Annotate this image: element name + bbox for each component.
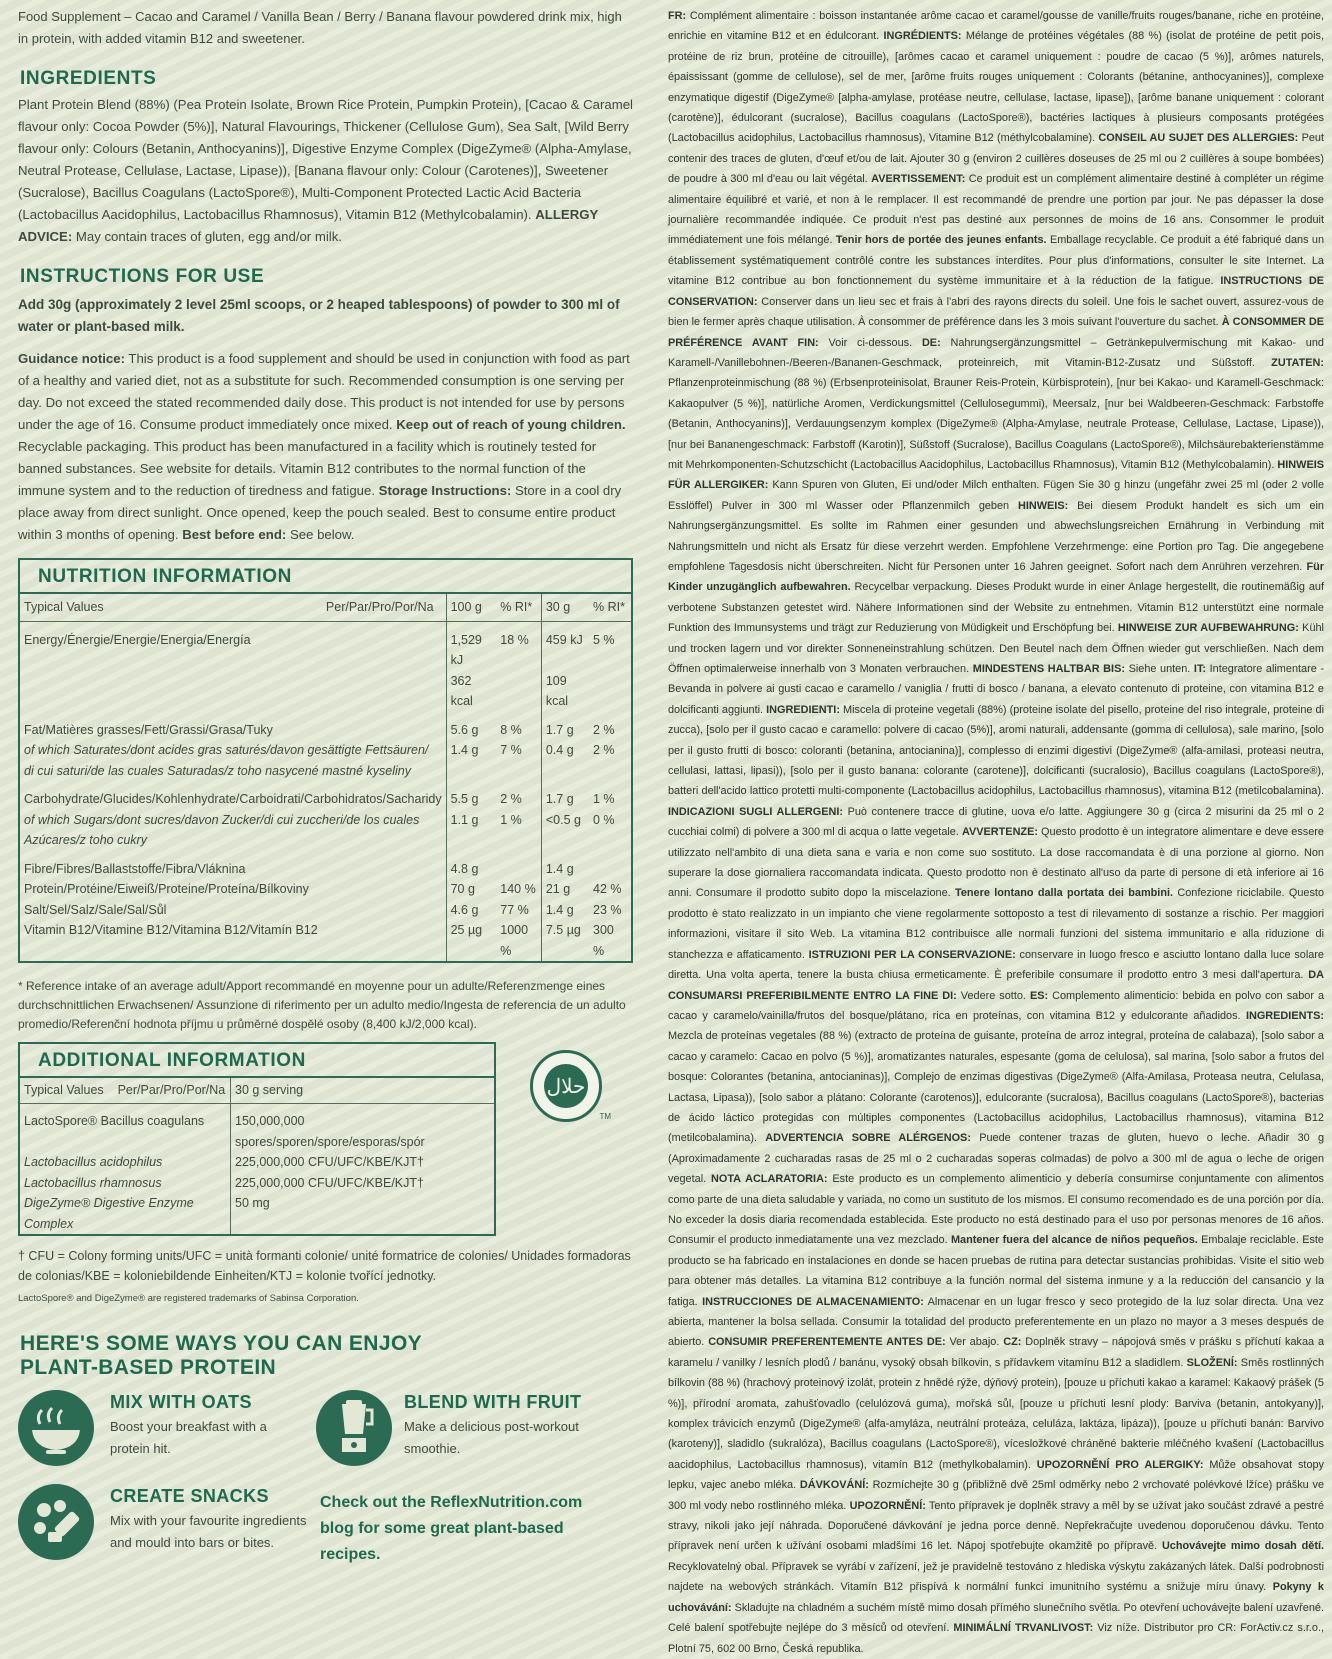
header-typical-values: Typical Values (24, 600, 104, 614)
nutrition-cell-v30: 1.7 g (541, 720, 589, 741)
translation-label: ISTRUZIONI PER LA CONSERVAZIONE: (808, 948, 1016, 961)
nutrition-cell-v30: 1.4 g (541, 900, 589, 921)
translation-text: Bei diesem Produkt handelt es sich um ein Nahrungsergänzungsmittel. Es sollte im Rahmen einer gesunden und abwechslungsreichen Ernährung in Verbindung mit Nahrungsmitteln und nicht als Ersatz für diese verzehrt werden. Empfohlene Verzehrmenge: eine Portion pro Tag. Die angegebene empfohlene Tagesdosis nicht überschreiten. Nicht für Personen unter 16 Jahren geeignet. Sofort nach dem Anrühren verzehren. (668, 499, 1324, 573)
add-header-per: Per/Par/Pro/Por/Na (117, 1083, 226, 1097)
halal-icon: حلال (544, 1064, 588, 1108)
add-header-typical: Typical Values (24, 1083, 104, 1097)
translation-label: MINIMÁLNÍ TRVANLIVOST: (953, 1622, 1094, 1635)
nutrition-cell-ri30: 42 % (593, 882, 622, 896)
translation-label: HINWEISE ZUR AUFBEWAHRUNG: (1117, 622, 1299, 635)
nutrition-row (20, 761, 631, 782)
additional-box (18, 1042, 496, 1236)
translation-text: Emballage recyclable. Ce produit a été fabriqué dans un établissement systématiquement contrôlé contre les substances interdites. Pour plus d'informations, consulter le site Internet. La vitamine B12 contribue au bon fonctionnement du système immunitaire et à la réduction de la fatigue. (668, 234, 1325, 288)
additional-rows (20, 1111, 494, 1234)
translation-label: AVERTISSEMENT: (871, 173, 966, 186)
nutrition-cell-v30: 0.4 g (541, 740, 589, 761)
translation-label: ADVERTENCIA SOBRE ALÉRGENOS: (765, 1132, 971, 1145)
nutrition-cell-v30: 1.4 g (541, 859, 589, 880)
translation-text: Almacenar en un lugar fresco y seco protegido de la luz solar directa. Una vez abierta, mantener la bolsa sellada. Consumir la totalidad del producto preferentemente en un plazo no mayor a 3 meses después de abierto. (668, 1295, 1325, 1349)
additional-cell-value: 150,000,000 spores/sporen/spore/esporas/spór (231, 1111, 495, 1152)
nutrition-row (20, 810, 631, 831)
additional-cell-label: Lactobacillus rhamnosus (24, 1175, 162, 1190)
translation-label: Tenere lontano dalla portata dei bambini. (954, 887, 1174, 900)
nutrition-cell-label: Energy/Énergie/Energie/Energia/Energía (24, 632, 251, 647)
cfu-note: † CFU = Colony forming units/UFC = unità formanti colonie/ unité formatrice de colonies/ Unidades formadoras de colonias/KBE = koloniebildende Einheiten/KTJ = kolonie tvořící jednotky. (18, 1249, 631, 1283)
nutrition-cell-v100: 5.5 g (446, 789, 496, 810)
additional-header-row (20, 1078, 494, 1103)
translation-text: Ver abajo. (945, 1336, 1004, 1349)
nutrition-cell-ri30 (589, 859, 631, 880)
nutrition-row (20, 830, 631, 851)
translation-text: Ce produit est un complément alimentaire destiné à compléter un régime alimentaire équilibré et varié, et non à le remplacer. Il est recommandé de prendre une portion par jour. Ne pas dépasser la dose journalière recommandée indiquée. Ce produit n'est pas destiné aux personnes de moins de 16 ans. Consommer le produit immédiatement une fois mélangé. (668, 173, 1324, 247)
nutrition-cell-ri100: 140 % (500, 882, 536, 896)
nutrition-cell-label: Salt/Sel/Salz/Sale/Sal/Sůl (24, 902, 167, 917)
additional-row (20, 1152, 494, 1173)
tile-create-snacks-title: CREATE SNACKS (110, 1486, 269, 1506)
nutrition-cell-v30 (541, 761, 589, 782)
additional-cell-value: 225,000,000 CFU/UFC/KBE/KJT† (231, 1152, 495, 1173)
nutrition-cell-ri100: 2 % (500, 792, 522, 806)
translation-text: Siehe unten. (1124, 663, 1194, 675)
ingredients-heading: INGREDIENTS (20, 68, 157, 89)
translation-label: HINWEIS: (1018, 499, 1069, 512)
nutrition-cell-v30: 21 g (541, 879, 589, 900)
enjoy-tiles (18, 1390, 633, 1590)
nutrition-row (20, 879, 631, 900)
nutrition-cell-v100: 25 µg (446, 920, 496, 961)
nutrition-cell-v100 (446, 830, 496, 851)
nutrition-cell-label: Fat/Matières grasses/Fett/Grassi/Grasa/Tuky (24, 722, 273, 737)
translations-column (668, 6, 1325, 1655)
nutrition-row (20, 900, 631, 921)
tile-mix-oats-text: Boost your breakfast with a protein hit. (110, 1419, 267, 1456)
nutrition-cell-v100: 4.8 g (446, 859, 496, 880)
nutrition-cell-v100: 70 g (446, 879, 496, 900)
translation-label: MINDESTENS HALTBAR BIS: (972, 663, 1125, 675)
nutrition-table (20, 594, 631, 961)
translation-label: UPOZORNĚNÍ PRO ALERGIKY: (1036, 1458, 1204, 1471)
nutrition-cell-label: di cui saturi/de las cuales Saturadas/z toho nasycené mastné kyseliny (24, 763, 412, 778)
halal-tm: TM (599, 1112, 611, 1121)
translation-label: CONSEIL AU SUJET DES ALLERGIES: (1098, 132, 1299, 145)
translation-text: Embalaje reciclable. Este producto se ha fabricado en instalaciones en donde se hacen pruebas de rutina para detectar sustancias prohibidas. Visite el sitio web para obtener más detalles. La vitamina B12 contribuye a la función normal del sistema inmune y a la reducción del cansancio y la fatiga. (668, 1234, 1324, 1308)
nutrition-box (18, 558, 633, 963)
translation-label: AVVERTENZE: (961, 826, 1038, 839)
translation-text: Mélange de protéines végétales (88 %) (isolat de protéine de petit pois, protéine de riz brun, protéine de citrouille), [arômes cacao et caramel uniquement : poudre de cacao (5 %)], arômes naturels, épaississant (gomme de cellulose), sel de mer, [arôme fruits rouges uniquement : Colorants (bétanine, anthocyanines)], complexe enzymatique digestif (DigeZyme® [alpha-amylase, protéase neutre, cellulase, lactase, lipase]), [arôme banane uniquement : colorant (carotène)], édulcorant (sucralose), Bacillus coagulans (LactoSpore®), bactéries lactiques à plusieurs composants protégées (Lactobacillus acidophilus, Lactobacillus rhamnosus), Vitamine B12 (méthylcobalamine). (668, 30, 1324, 145)
translation-text: Este producto es un complemento alimenticio y debería consumirse conjuntamente con alimentos como parte de una dieta saludable y variada, no como un sustituto de los mismos. El consumo recomendado es de una porción por día. No exceder la dosis diaria recomendada establecida. Este producto no está destinado para el uso por personas menores de 16 años. Consumir el producto inmediatamente una vez mezclado. (668, 1173, 1324, 1247)
translation-label: SLOŽENÍ: (1186, 1356, 1238, 1369)
translation-text: Peut contenir des traces de gluten, d'œuf et/ou de lait. Ajouter 30 g (environ 2 cuillères doseuses de 25 ml ou 2 cuillères à soupe bombées) de poudre à 300 ml d'eau ou lait végétal. (668, 132, 1324, 186)
header-30g: 30 g (541, 594, 589, 621)
trademark-note: LactoSpore® and DigeZyme® are registered trademarks of Sabinsa Corporation. (18, 1293, 359, 1304)
header-ri-30: % RI* (589, 594, 631, 621)
nutrition-cell-v30: 1.7 g (541, 789, 589, 810)
ingredients-text: Plant Protein Blend (88%) (Pea Protein Isolate, Brown Rice Protein, Pumpkin Protein), [Cacao & Caramel flavour only: Cocoa Powder (5%)], Natural Flavourings, Thickener (Cellulose Gum), Sea Salt, [Wild Berry flavour only: Colours (Betanin, Anthocyanins)], Digestive Enzyme Complex (DigeZyme® (Alpha-Amylase, Neutral Protease, Cellulase, Lactase, Lipase)), [Banana flavour only: Colour (Carotenes)], Sweetener (Sucralose), Bacillus Coagulans (LactoSpore®), Multi-Component Protected Lactic Acid Bacteria (Lactobacillus Aacidophilus, Lactobacillus Rhamnosus), Vitamin B12 (Methylcobalamin). ALLERGY ADVICE: May contain traces of gluten, egg and/or milk. (18, 97, 633, 244)
translation-text: Vedere sotto. (956, 989, 1030, 1002)
translation-label: INDICAZIONI SUGLI ALLERGENI: (668, 805, 844, 818)
nutrition-cell-ri30: 300 % (593, 923, 614, 958)
translation-label: INGREDIENTS: (1245, 1009, 1324, 1022)
translation-text: Pflanzenproteinmischung (88 %) (Erbsenproteinisolat, Brauner Reis-Protein, Kürbisprotein), [nur bei Kakao- und Karamell-Geschmack: Kakaopulver (5 %)], natürliche Aromen, Verdickungsmittel (Cellulosegummi), Meersalz, [nur bei Waldbeeren-Geschmack: Farbstoffe (Betanin, Anthocyanins)], Verdauungsenzym komplex (DigeZyme® (Alpha-Amylase, neutrale Protease, Cellulase, Lactase, Lipase)), [nur bei Bananengeschmack: Farbstoff (Karotin)], Süßstoff (Sucralose), Bacillus Coagulans (LactoSpore®), Milchsäurebakterienstämme mit Mehrkomponenten-Schutzschicht (Lactobacillus Aacidophilus, Lactobacillus Rhamnosus), Vitamin B12 (Methylcobalamin). (668, 377, 1324, 471)
nutrition-cell-label (20, 671, 446, 712)
tile-mix-oats-title: MIX WITH OATS (110, 1392, 252, 1412)
ri-footnote: * Reference intake of an average adult/Apport recommandé en moyenne pour un adulte/Referenzmenge eines durchschnittlichen Erwachsenen/ Assunzione di riferimento per un adulto medio/Ingesta de referencia de un adulto promedio/Referenční hodnota příjmu u průměrné dospělé osoby (8,400 kJ/2,000 kcal). (18, 979, 626, 1031)
translation-text: Nahrungsergänzungsmittel – Getränkepulvermischung mit Kakao- und Karamell-/Vanillebohnen-/Beeren-/Bananen-Geschmack, proteinreich, mit Vitamin-B12-Zusatz und Süßstoff. (668, 336, 1324, 369)
translation-text: Kann Spuren von Gluten, Ei und/oder Milch enthalten. Fügen Sie 30 g hinzu (ungefähr zwei 25 ml (oder 2 volle Esslöffel) Pulver in 300 ml Wasser oder Pflanzenmilch geben (668, 479, 1325, 512)
translation-label: Mantener fuera del alcance de niños pequeños. (950, 1234, 1198, 1247)
translation-label: IT: (1193, 663, 1207, 675)
translation-label: INGREDIENTI: (766, 703, 840, 716)
nutrition-cell-v100: 1.1 g (446, 810, 496, 831)
additional-section (18, 1042, 633, 1236)
translation-text: Skladujte na chladném a suchém místě mimo dosah přímého slunečního světla. Po otevření uchovávejte balení uzavřené. Celé balení spotřebujte nejlépe do 3 měsíců od otevření. (668, 1601, 1324, 1635)
nutrition-row (20, 720, 631, 741)
nutrition-cell-v100 (446, 761, 496, 782)
translation-label: CZ: (1003, 1336, 1022, 1349)
nutrition-cell-ri30: 2 % (593, 722, 615, 737)
translation-text: Tento přípravek je doplněk stravy a měl by se užívat jako součást zdravé a pestré stravy, nikoli jako její náhrada. Doporučené dávkování je jedna porce denně. Nepřekračujte uvedenou doporučenou dávku. Tento přípravek není určen k užívání osobami mladšími 16 let. Nápoj spotřebujte okamžitě po přípravě. (668, 1499, 1324, 1553)
translation-label: INSTRUCTIONS DE CONSERVATION: (668, 275, 1324, 308)
nutrition-cell-v30: 459 kJ (541, 630, 589, 671)
header-ri-100: % RI* (496, 594, 541, 621)
add-header-serving: 30 g serving (231, 1078, 495, 1103)
translation-text: Miscela di proteine vegetali (88%) (proteine isolate del pisello, proteine del riso integrale, proteine di zucca), [solo per il gusto cacao e caramello: polvere di cacao (5%)], aromi naturali, addensante (gomma di cellulosa), sale marino, [solo per il gusto frutti di bosco: coloranti (betanina, antocianina)], complesso di enzimi digestivi (DigeZyme® (alfa-amilasi, proteasi neutra, cellulasi, lattasi, lipasi)), [solo per il gusto banana: colorante (carotene)], dolcificanti (sucralosio), Bacillus coagulans (LactoSpore®), batteri dell'acido lattico protetti multi-componente (Lactobacillus acidophilus, Lactobacillus rhamnosus), vitamina B12 (metilcobalamina). (668, 703, 1324, 798)
nutrition-cell-ri30: 2 % (593, 743, 615, 757)
blender-icon (316, 1390, 392, 1466)
translation-text: Questo prodotto è un integratore alimentare e deve essere utilizzato nell'ambito di una dieta sana e varia e non come suo sostituto. La dose raccomandata è di una porzione al giorno. Non superare la dose giornaliera raccomandata indicata. Questo prodotto non è destinato all'uso da parte di persone di età inferiore ai 16 anni. Consumare il prodotto subito dopo la miscelazione. (668, 826, 1324, 900)
translation-label: DA CONSUMARSI PREFERIBILMENTE ENTRO LA FINE DI: (668, 969, 1324, 1002)
translation-label: UPOZORNĚNÍ: (849, 1499, 926, 1512)
nutrition-header-row (20, 594, 631, 621)
nutrition-cell-v30: <0.5 g (541, 810, 589, 831)
translation-label: ES: (1029, 989, 1049, 1002)
nutrition-cell-ri30: 5 % (593, 632, 615, 647)
additional-cell-value: 225,000,000 CFU/UFC/KBE/KJT† (231, 1173, 495, 1194)
translation-text: Mezcla de proteínas vegetales (88 %) (extracto de proteína de guisante, proteína de arroz integral, proteína de calabaza), [solo sabor a cacao y caramelo: Cacao en polvo (5 %)], aromatizantes naturales, espesante (goma de celulosa), sal marina, [solo sabor a frutos del bosque: Colorantes (betanina, antocianinas)], Complejo de enzimas digestivas (DigeZyme® (Alfa-Amilasa, Proteasa neutra, Celulasa, Lactasa, Lipasa)), [solo sabor a plátano: Colorante (carotenos)], edulcorante (sucralosa), Bacillus coagulans (LactoSpore®), bacterias de ácido láctico protegidas con múltiples componentes (Lactobacillus acidophilus, Lactobacillus rhamnosus), vitamina B12 (metilcobalamina). (668, 1030, 1324, 1145)
nutrition-cell-v30: 7.5 µg (541, 920, 589, 961)
nutrition-cell-v100: 362 kcal (446, 671, 496, 712)
tile-blend-fruit-title: BLEND WITH FRUIT (404, 1392, 582, 1412)
additional-row (20, 1111, 494, 1152)
header-per: Per/Par/Pro/Por/Na (325, 600, 434, 614)
translations-text (668, 6, 1324, 1659)
nutrition-cell-v30: 109 kcal (541, 671, 589, 712)
additional-row (20, 1173, 494, 1194)
instructions-dosage: Add 30g (approximately 2 level 25ml scoops, or 2 heaped tablespoons) of powder to 300 ml of water or plant-based milk. (18, 297, 620, 334)
translation-text: Confezione riciclabile. Questo prodotto è stato realizzato in un impianto che viene regolarmente sottoposto a test di rilevamento di sostanze a rischio. Per maggiori informazioni, visitare il sito Web. La vitamina B12 contribuisce alle normali funzioni del sistema immunitario e alla riduzione di stanchezza e affaticamento. (668, 887, 1324, 961)
nutrition-cell-ri30: 1 % (593, 792, 615, 806)
additional-cell-label: LactoSpore® Bacillus coagulans (24, 1114, 205, 1128)
translation-label: Für Kinder unzugänglich aufbewahren. (668, 560, 1324, 594)
translation-label: FR: (668, 10, 687, 22)
nutrition-rows (20, 630, 631, 962)
translation-label: CONSUMIR PREFERENTEMENTE ANTES DE: (708, 1336, 946, 1349)
nutrition-cell-ri30 (589, 830, 631, 851)
translation-text: Complemento alimenticio: bebida en polvo con sabor a cacao y caramelo/vainilla/frutos del bosque/plátano, rica en proteínas, con vitamina B12 y edulcorante añadidos. (668, 989, 1325, 1022)
translation-label: Uchovávejte mimo dosah dětí. (1161, 1540, 1324, 1553)
nutrition-row (20, 789, 631, 810)
translation-text: Voir ci-dessous. (818, 336, 922, 349)
translation-text: Integratore alimentare - Bevanda in polvere ai gusti cacao e caramello / vaniglia / frutti di bosco / banana, a elevato contenuto di proteine, con vitamina B12 e dolcificanti aggiunti. (668, 663, 1324, 716)
nutrition-cell-v100: 1,529 kJ (446, 630, 496, 671)
nutrition-cell-ri100 (496, 761, 541, 782)
header-100g: 100 g (446, 594, 496, 621)
snack-icon (18, 1484, 94, 1560)
guidance-notice: Guidance notice: This product is a food supplement and should be used in conjunction with food as part of a healthy and varied diet, not as a substitute for such. Recommended consumption is one serving per day. Do not exceed the stated recommended daily dose. This product is not intended for use by persons under the age of 16. Consume product immediately once mixed. Keep out of reach of young children. Recyclable packaging. This product has been manufactured in a facility which is routinely tested for banned substances. See website for details. Vitamin B12 contributes to the normal function of the immune system and to the reduction of tiredness and fatigue. Storage Instructions: Store in a cool dry place away from direct sunlight. Once opened, keep the pouch sealed. Best to consume entire product within 3 months of opening. Best before end: See below. (18, 351, 630, 542)
nutrition-cell-ri100: 1 % (500, 812, 522, 827)
additional-row (20, 1193, 494, 1234)
nutrition-cell-ri100: 8 % (500, 722, 522, 737)
nutrition-cell-ri30: 23 % (593, 902, 622, 917)
nutrition-cell-ri100: 18 % (500, 632, 529, 647)
nutrition-cell-ri30 (589, 671, 631, 712)
translation-text: Doplněk stravy – nápojová směs v prášku s příchutí kakaa a karamelu / vanilky / lesních plodů / banánu, vysoký obsah bílkovin, s přídavkem vitamínu B12 a sladidlem. (668, 1336, 1324, 1369)
translation-label: INGRÉDIENTS: (883, 30, 962, 43)
nutrition-cell-label: Fibre/Fibres/Ballaststoffe/Fibra/Vláknina (24, 861, 246, 876)
tile-blend-fruit-text: Make a delicious post-workout smoothie. (404, 1419, 579, 1456)
nutrition-cell-ri100 (496, 830, 541, 851)
nutrition-cell-ri100: 1000 % (500, 923, 529, 958)
translation-text: Puede contener trazas de gluten, huevo o leche. Añadir 30 g (Aproximadamente 2 cucharadas rasas de 25 ml o 2 cucharadas soperas colmadas) de polvo a 300 ml de agua o leche de origen vegetal. (668, 1132, 1324, 1186)
left-column (18, 6, 633, 1590)
nutrition-cell-label: of which Saturates/dont acides gras saturés/davon gesättigte Fettsäuren/ (24, 743, 429, 757)
nutrition-cell-v100: 1.4 g (446, 740, 496, 761)
additional-table (20, 1078, 494, 1234)
nutrition-cell-ri100: 7 % (500, 743, 522, 757)
additional-cell-label: Lactobacillus acidophilus (24, 1155, 163, 1169)
translation-label: ZUTATEN: (1271, 356, 1324, 369)
translation-label: Tenir hors de portée des jeunes enfants. (835, 234, 1047, 247)
nutrition-cell-v100: 4.6 g (446, 900, 496, 921)
nutrition-row (20, 920, 631, 961)
translation-text: Rozmíchejte 30 g (přibližně dvě 25ml odměrky nebo 2 vrchovaté polévkové lžíce) prášku ve 300 ml vody nebo rostlinného mléka. (668, 1479, 1324, 1512)
nutrition-cell-label: Carbohydrate/Glucides/Kohlenhydrate/Carboidrati/Carbohidratos/Sacharidy (24, 792, 442, 806)
translation-text: conservare in luogo fresco e asciutto lontano dalla luce solare diretta. Una volta aperta, tenere la busta chiusa ermeticamente. È preferibile consumare il prodotto entro 3 mesi dall'apertura. (668, 948, 1324, 982)
nutrition-row (20, 671, 631, 712)
additional-cell-label: DigeZyme® Digestive Enzyme Complex (24, 1196, 194, 1231)
enjoy-title: HERE'S SOME WAYS YOU CAN ENJOY PLANT-BASED PROTEIN (20, 1332, 422, 1379)
nutrition-cell-label: Protein/Protéine/Eiweiß/Proteine/Proteína/Bílkoviny (24, 882, 309, 896)
nutrition-heading: NUTRITION INFORMATION (20, 560, 631, 594)
additional-cell-value: 50 mg (231, 1193, 495, 1234)
translation-text: Complément alimentaire : boisson instantanée arôme cacao et caramel/gousse de vanille/fruits rouges/banane, riche en protéine, enrichie en vitamine B12 et en édulcorant. (668, 10, 1324, 43)
nutrition-row (20, 740, 631, 761)
instructions-heading: INSTRUCTIONS FOR USE (20, 266, 265, 287)
translation-label: HINWEIS FÜR ALLERGIKER: (668, 458, 1324, 492)
translation-text: Může obsahovat stopy lepku, vajec anebo mléka. (668, 1458, 1324, 1492)
translation-label: À CONSOMMER DE PRÉFÉRENCE AVANT FIN: (668, 316, 1324, 349)
translation-label: Pokyny k uchovávání: (668, 1581, 1324, 1614)
translation-label: INSTRUCCIONES DE ALMACENAMIENTO: (702, 1295, 924, 1308)
nutrition-cell-v30 (541, 830, 589, 851)
blog-link[interactable]: Check out the ReflexNutrition.com blog for some great plant-based recipes. (320, 1494, 583, 1563)
translation-text: Kühl und trocken lagern und vor direkter Sonneneinstrahlung schützen. Den Beutel nach dem Öffnen wieder gut verschließen. Nach dem Öffnen optimalerweise innerhalb von 3 Monaten verbrauchen. (668, 622, 1324, 675)
nutrition-cell-label: Vitamin B12/Vitamine B12/Vitamina B12/Vitamín B12 (24, 923, 318, 937)
product-description: Food Supplement – Cacao and Caramel / Vanilla Bean / Berry / Banana flavour powdered drink mix, high in protein, with added vitamin B12 and sweetener. (18, 9, 622, 46)
nutrition-cell-v100: 5.6 g (446, 720, 496, 741)
translation-text: Směs rostlinných bílkovin (88 %) (hrachový proteinový izolát, protein z hnědé rýže, dýňový protein), [pouze u příchuti kakao a karamel: Kakaový prášek (5 %)], přírodní aromata, zahušťovadlo (celulózová guma), mořská sůl, [pouze u příchuti lesní plody: Barviva (betanin, antokyany)], komplex trávicích enzymů (DigeZyme® (alfa-amyláza, neutrální proteáza, celuláza, laktáza, lipáza)), [pouze u příchuti banán: Barvivo (karoteny)], sladidlo (sukralóza), Bacillus coagulans (LactoSpore®), vícesložkové chráněné bakterie mléčného kvašení (Lactobacillus aacidophilus, Lactobacillus rhamnosus), vitamín B12 (methylkobalamin). (668, 1356, 1325, 1471)
nutrition-cell-ri30: 0 % (593, 812, 615, 827)
bowl-icon (18, 1390, 94, 1466)
translation-text: Può contenere tracce di glutine, uova e/o latte. Aggiungere 30 g (circa 2 misurini da 25 ml o 2 cucchiai colmi) di polvere a 300 ml di acqua o latte vegetale. (668, 805, 1325, 839)
translation-text: Recycelbar verpackung. Dieses Produkt wurde in einer Anlage hergestellt, die routinemäßig auf verbotene Substanzen getestet wird. Nähere Informationen sind der Website zu entnehmen. Vitamin B12 unterstützt eine normale Funktion des Immunsystems und trägt zur Reduzierung von Müdigkeit und Erschöpfung bei. (668, 581, 1325, 635)
translation-label: DE: (921, 336, 941, 349)
nutrition-cell-ri100 (496, 859, 541, 880)
nutrition-row (20, 630, 631, 671)
nutrition-row (20, 859, 631, 880)
nutrition-cell-ri30 (589, 761, 631, 782)
additional-heading: ADDITIONAL INFORMATION (20, 1044, 494, 1078)
translation-label: NOTA ACLARATORIA: (711, 1173, 828, 1186)
nutrition-cell-label: of which Sugars/dont sucres/davon Zucker/di cui zuccheri/de los cuales (24, 812, 420, 827)
nutrition-cell-ri100: 77 % (500, 902, 529, 917)
translation-label: DÁVKOVÁNÍ: (799, 1479, 869, 1492)
tile-create-snacks-text: Mix with your favourite ingredients and mould into bars or bites. (110, 1513, 307, 1550)
nutrition-cell-label: Azúcares/z toho cukry (24, 833, 147, 847)
nutrition-cell-ri100 (496, 671, 541, 712)
halal-logo (530, 1050, 611, 1122)
translation-text: Viz níže. Distributor pro CR: ForActiv.cz s.r.o., Plotní 75, 602 00 Brno, Česká republika. (668, 1622, 1324, 1655)
translation-text: Recyklovatelný obal. Přípravek se vyrábí v zařízení, jež je pravidelně testováno z hlediska výskytu zakázaných látek. Další podrobnosti najdete na webových stránkách. Vitamín B12 přispívá k normální funkci imunitního systému a snižuje míru únavy. (668, 1560, 1324, 1594)
translation-text: Conserver dans un lieu sec et frais à l'abri des rayons directs du soleil. Une fois le sachet ouvert, assurez-vous de bien le fermer après chaque utilisation. À consommer de préférence dans les 3 mois suivant l'ouverture du sachet. (668, 295, 1324, 329)
